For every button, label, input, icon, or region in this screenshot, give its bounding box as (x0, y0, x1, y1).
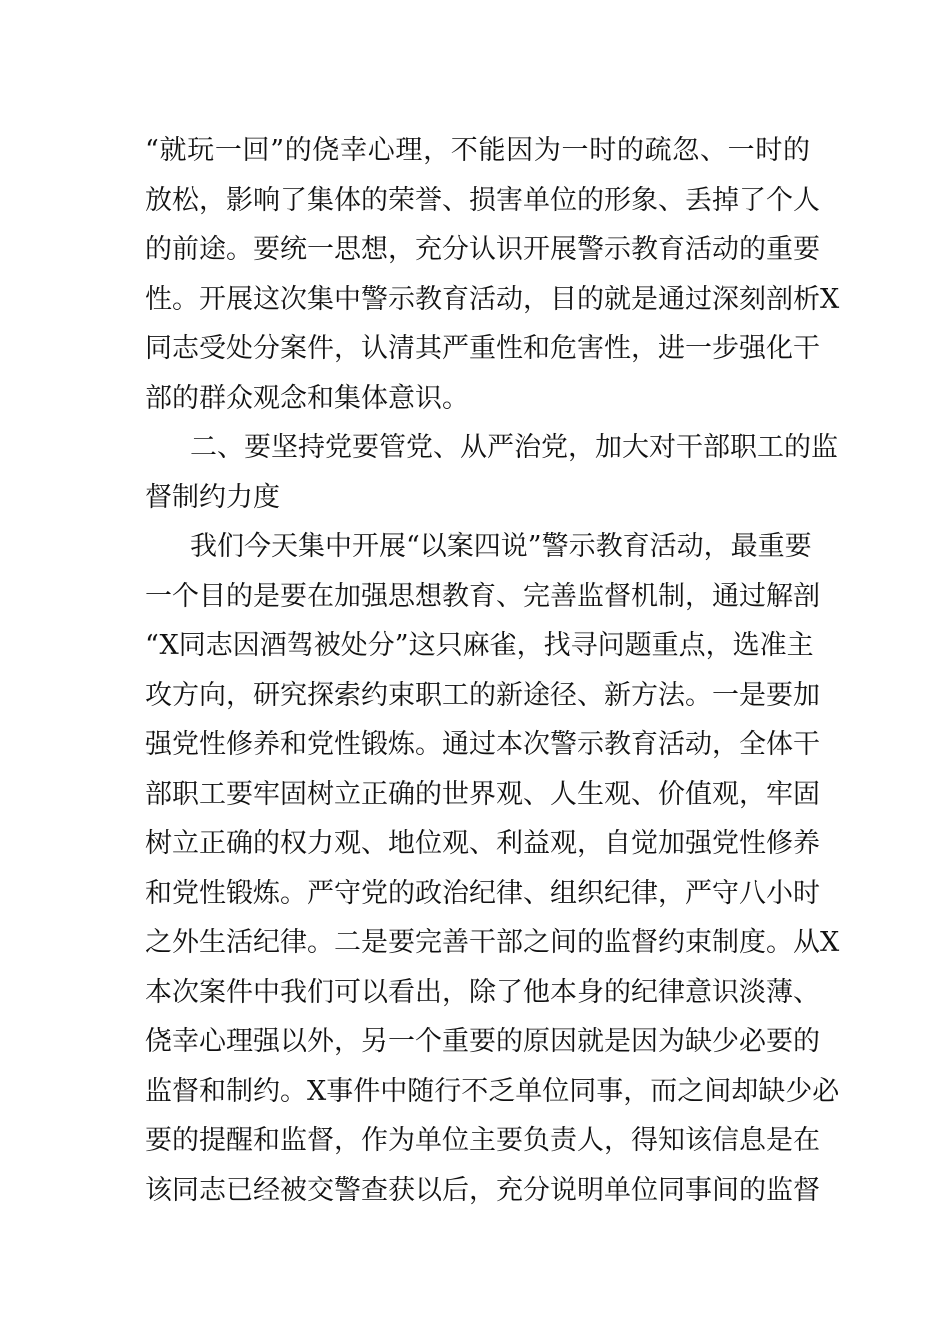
text-line: 监督和制约。X事件中随行不乏单位同事，而之间却缺少必 (145, 1076, 840, 1107)
text-line: 一个目的是要在加强思想教育、完善监督机制，通过解剖 (145, 581, 820, 612)
section-heading-continued: 督制约力度 (145, 482, 280, 513)
text-line: 树立正确的权力观、地位观、利益观，自觉加强党性修养 (145, 828, 820, 859)
text-line: 部职工要牢固树立正确的世界观、人生观、价值观，牢固 (145, 779, 820, 810)
text-line: “X同志因酒驾被处分”这只麻雀，找寻问题重点，选准主 (145, 630, 814, 661)
text-line: 侥幸心理强以外，另一个重要的原因就是因为缺少必要的 (145, 1026, 820, 1057)
text-line: 强党性修养和党性锻炼。通过本次警示教育活动，全体干 (145, 729, 820, 760)
text-line: 攻方向，研究探索约束职工的新途径、新方法。一是要加 (145, 680, 820, 711)
text-line: 部的群众观念和集体意识。 (145, 383, 469, 414)
text-line: 性。开展这次集中警示教育活动，目的就是通过深刻剖析X (145, 284, 840, 315)
text-line: 和党性锻炼。严守党的政治纪律、组织纪律，严守八小时 (145, 878, 820, 909)
paragraph-first-line: 我们今天集中开展“以案四说”警示教育活动，最重要 (190, 531, 812, 562)
text-line: 要的提醒和监督，作为单位主要负责人，得知该信息是在 (145, 1125, 820, 1156)
text-line: 本次案件中我们可以看出，除了他本身的纪律意识淡薄、 (145, 977, 820, 1008)
text-line: 的前途。要统一思想，充分认识开展警示教育活动的重要 (145, 234, 820, 265)
text-line: “就玩一回”的侥幸心理，不能因为一时的疏忽、一时的 (145, 135, 810, 166)
section-heading: 二、要坚持党要管党、从严治党，加大对干部职工的监 (190, 432, 838, 463)
text-line: 同志受处分案件，认清其严重性和危害性，进一步强化干 (145, 333, 820, 364)
text-line: 之外生活纪律。二是要完善干部之间的监督约束制度。从X (145, 927, 840, 958)
text-line: 该同志已经被交警查获以后，充分说明单位同事间的监督 (145, 1175, 820, 1206)
text-line: 放松，影响了集体的荣誉、损害单位的形象、丢掉了个人 (145, 185, 820, 216)
